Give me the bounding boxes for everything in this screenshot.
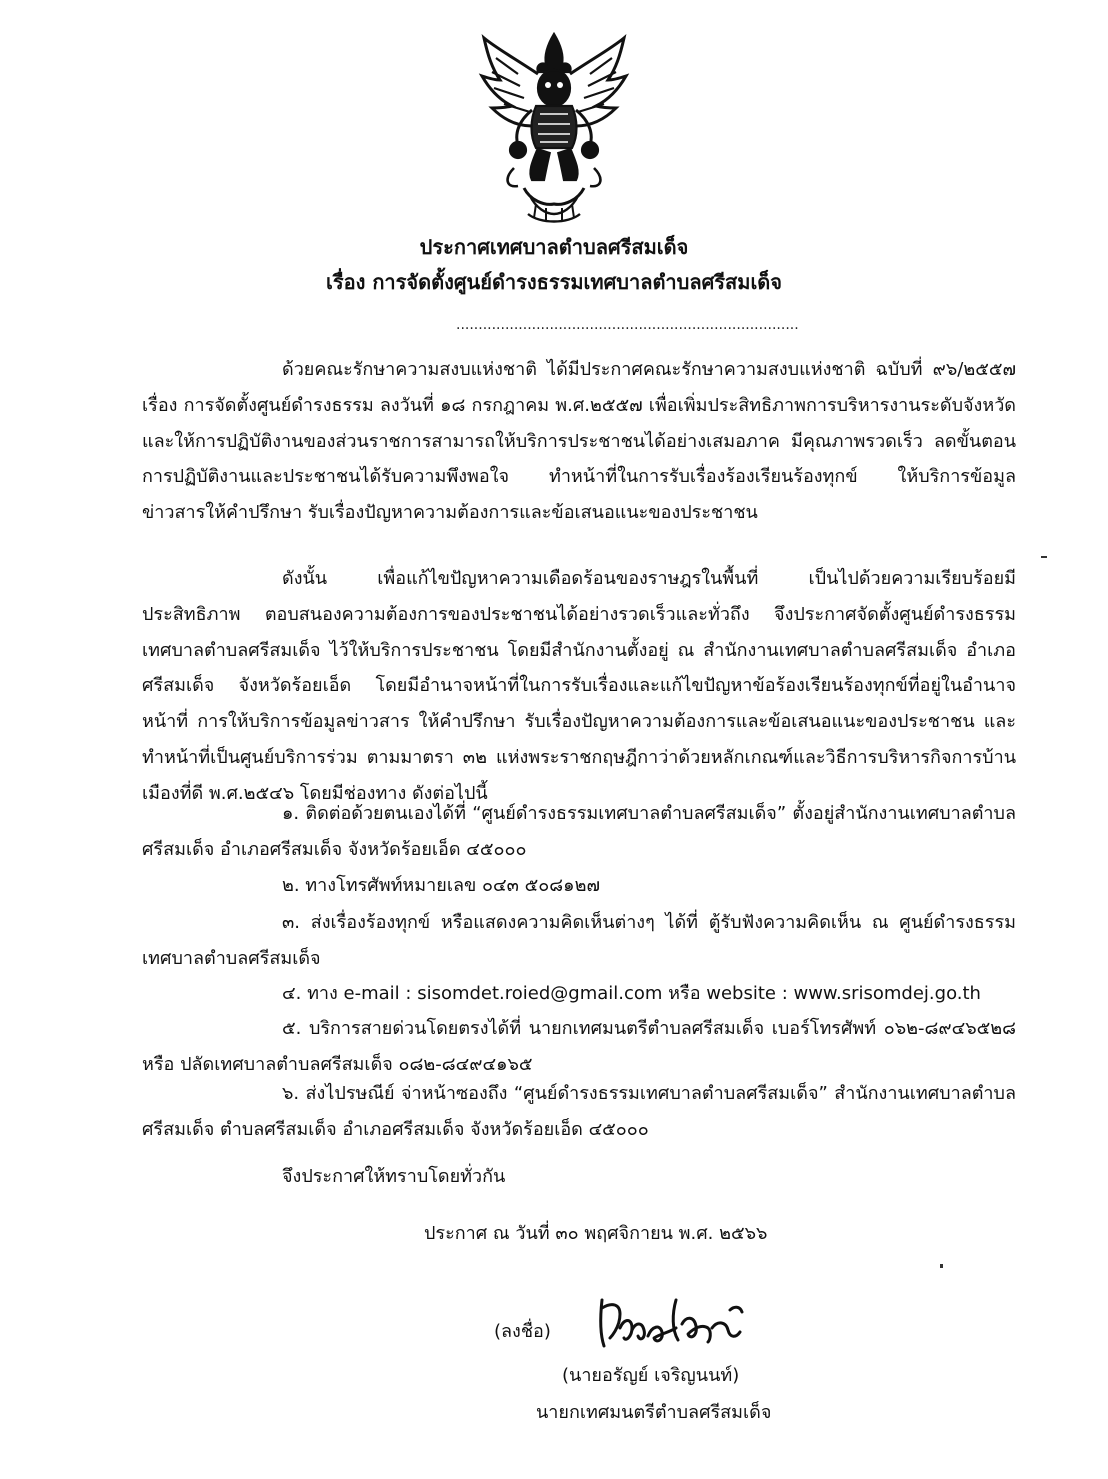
signature-prefix: (ลงชื่อ) <box>494 1321 551 1342</box>
channel-item-in-person: ๑. ติดต่อด้วยตนเองได้ที่ “ศูนย์ดำรงธรรมเทศบาลตำบลศรีสมเด็จ” ตั้งอยู่สำนักงานเทศบาลตำบลศรีสมเด็จ อำเภอศรีสมเด็จ จังหวัดร้อยเอ็ด ๔๕๐๐๐ <box>142 803 1016 860</box>
title-divider: ............................................................................. <box>456 317 799 333</box>
announcement-title: ประกาศเทศบาลตำบลศรีสมเด็จ <box>419 235 689 259</box>
handwritten-signature <box>590 1288 750 1358</box>
announcement-subject: เรื่อง การจัดตั้งศูนย์ดำรงธรรมเทศบาลตำบลศรีสมเด็จ <box>326 270 782 294</box>
garuda-emblem-icon <box>474 28 634 228</box>
scan-speck <box>1041 556 1047 558</box>
paragraph-background: ด้วยคณะรักษาความสงบแห่งชาติ ได้มีประกาศคณะรักษาความสงบแห่งชาติ ฉบับที่ ๙๖/๒๕๕๗ เรื่อง การจัดตั้งศูนย์ดำรงธรรม ลงวันที่ ๑๘ กรกฎาคม พ.ศ.๒๕๕๗ เพื่อเพิ่มประสิทธิภาพการบริหารงานระดับจังหวัด และให้การปฏิบัติงานของส่วนราชการสามารถให้บริการประชาชนได้อย่างเสมอภาค มีคุณภาพรวดเร็ว ลดขั้นตอนการปฏิบัติงานและประชาชนได้รับความพึงพอใจ ทำหน้าที่ในการรับเรื่องร้องเรียนร้องทุกข์ ให้บริการข้อมูล ข่าวสารให้คำปรึกษา รับเรื่องปัญหาความต้องการและข้อเสนอแนะของประชาชน <box>142 359 1016 524</box>
announcement-date: ประกาศ ณ วันที่ ๓๐ พฤศจิกายน พ.ศ. ๒๕๖๖ <box>424 1223 768 1244</box>
paragraph-establishment: ดังนั้น เพื่อแก้ไขปัญหาความเดือดร้อนของราษฎรในพื้นที่ เป็นไปด้วยความเรียบร้อยมีประสิทธิภาพ ตอบสนองความต้องการของประชาชนได้อย่างรวดเร็วและทั่วถึง จึงประกาศจัดตั้งศูนย์ดำรงธรรมเทศบาลตำบลศรีสมเด็จ ไว้ให้บริการประชาชน โดยมีสำนักงานตั้งอยู่ ณ สำนักงานเทศบาลตำบลศรีสมเด็จ อำเภอศรีสมเด็จ จังหวัดร้อยเอ็ด โดยมีอำนาจหน้าที่ในการรับเรื่องและแก้ไขปัญหาข้อร้องเรียนร้องทุกข์ที่อยู่ในอำนาจหน้าที่ การให้บริการข้อมูลข่าวสาร ให้คำปรึกษา รับเรื่องปัญหาความต้องการและข้อเสนอแนะของประชาชน และทำหน้าที่เป็นศูนย์บริการร่วม ตามมาตรา ๓๒ แห่งพระราชกฤษฎีกาว่าด้วยหลักเกณฑ์และวิธีการบริหารกิจการบ้านเมืองที่ดี พ.ศ.๒๕๔๖ โดยมีช่องทาง ดังต่อไปนี้ <box>142 568 1016 804</box>
channel-item-complaint-box: ๓. ส่งเรื่องร้องทุกข์ หรือแสดงความคิดเห็นต่างๆ ได้ที่ ตู้รับฟังความคิดเห็น ณ ศูนย์ดำรงธรรมเทศบาลตำบลศรีสมเด็จ <box>142 912 1016 969</box>
scan-speck <box>940 1264 943 1268</box>
closing-statement: จึงประกาศให้ทราบโดยทั่วกัน <box>282 1166 506 1187</box>
channel-item-post: ๖. ส่งไปรษณีย์ จ่าหน้าซองถึง “ศูนย์ดำรงธรรมเทศบาลตำบลศรีสมเด็จ” สำนักงานเทศบาลตำบลศรีสมเด็จ ตำบลศรีสมเด็จ อำเภอศรีสมเด็จ จังหวัดร้อยเอ็ด ๔๕๐๐๐ <box>142 1083 1016 1140</box>
channel-item-email-website: ๔. ทาง e-mail : sisomdet.roied@gmail.com หรือ website : www.srisomdej.go.th <box>282 983 981 1004</box>
channel-item-hotline: ๕. บริการสายด่วนโดยตรงได้ที่ นายกเทศมนตรีตำบลศรีสมเด็จ เบอร์โทรศัพท์ ๐๖๒-๘๙๔๖๕๒๘ หรือ ปลัดเทศบาลตำบลศรีสมเด็จ ๐๘๒-๘๔๙๔๑๖๕ <box>142 1018 1016 1075</box>
signer-name: (นายอรัญย์ เจริญนนท์) <box>562 1365 740 1386</box>
signer-title: นายกเทศมนตรีตำบลศรีสมเด็จ <box>536 1402 772 1423</box>
channel-item-phone: ๒. ทางโทรศัพท์หมายเลข ๐๔๓ ๕๐๘๑๒๗ <box>282 875 600 896</box>
